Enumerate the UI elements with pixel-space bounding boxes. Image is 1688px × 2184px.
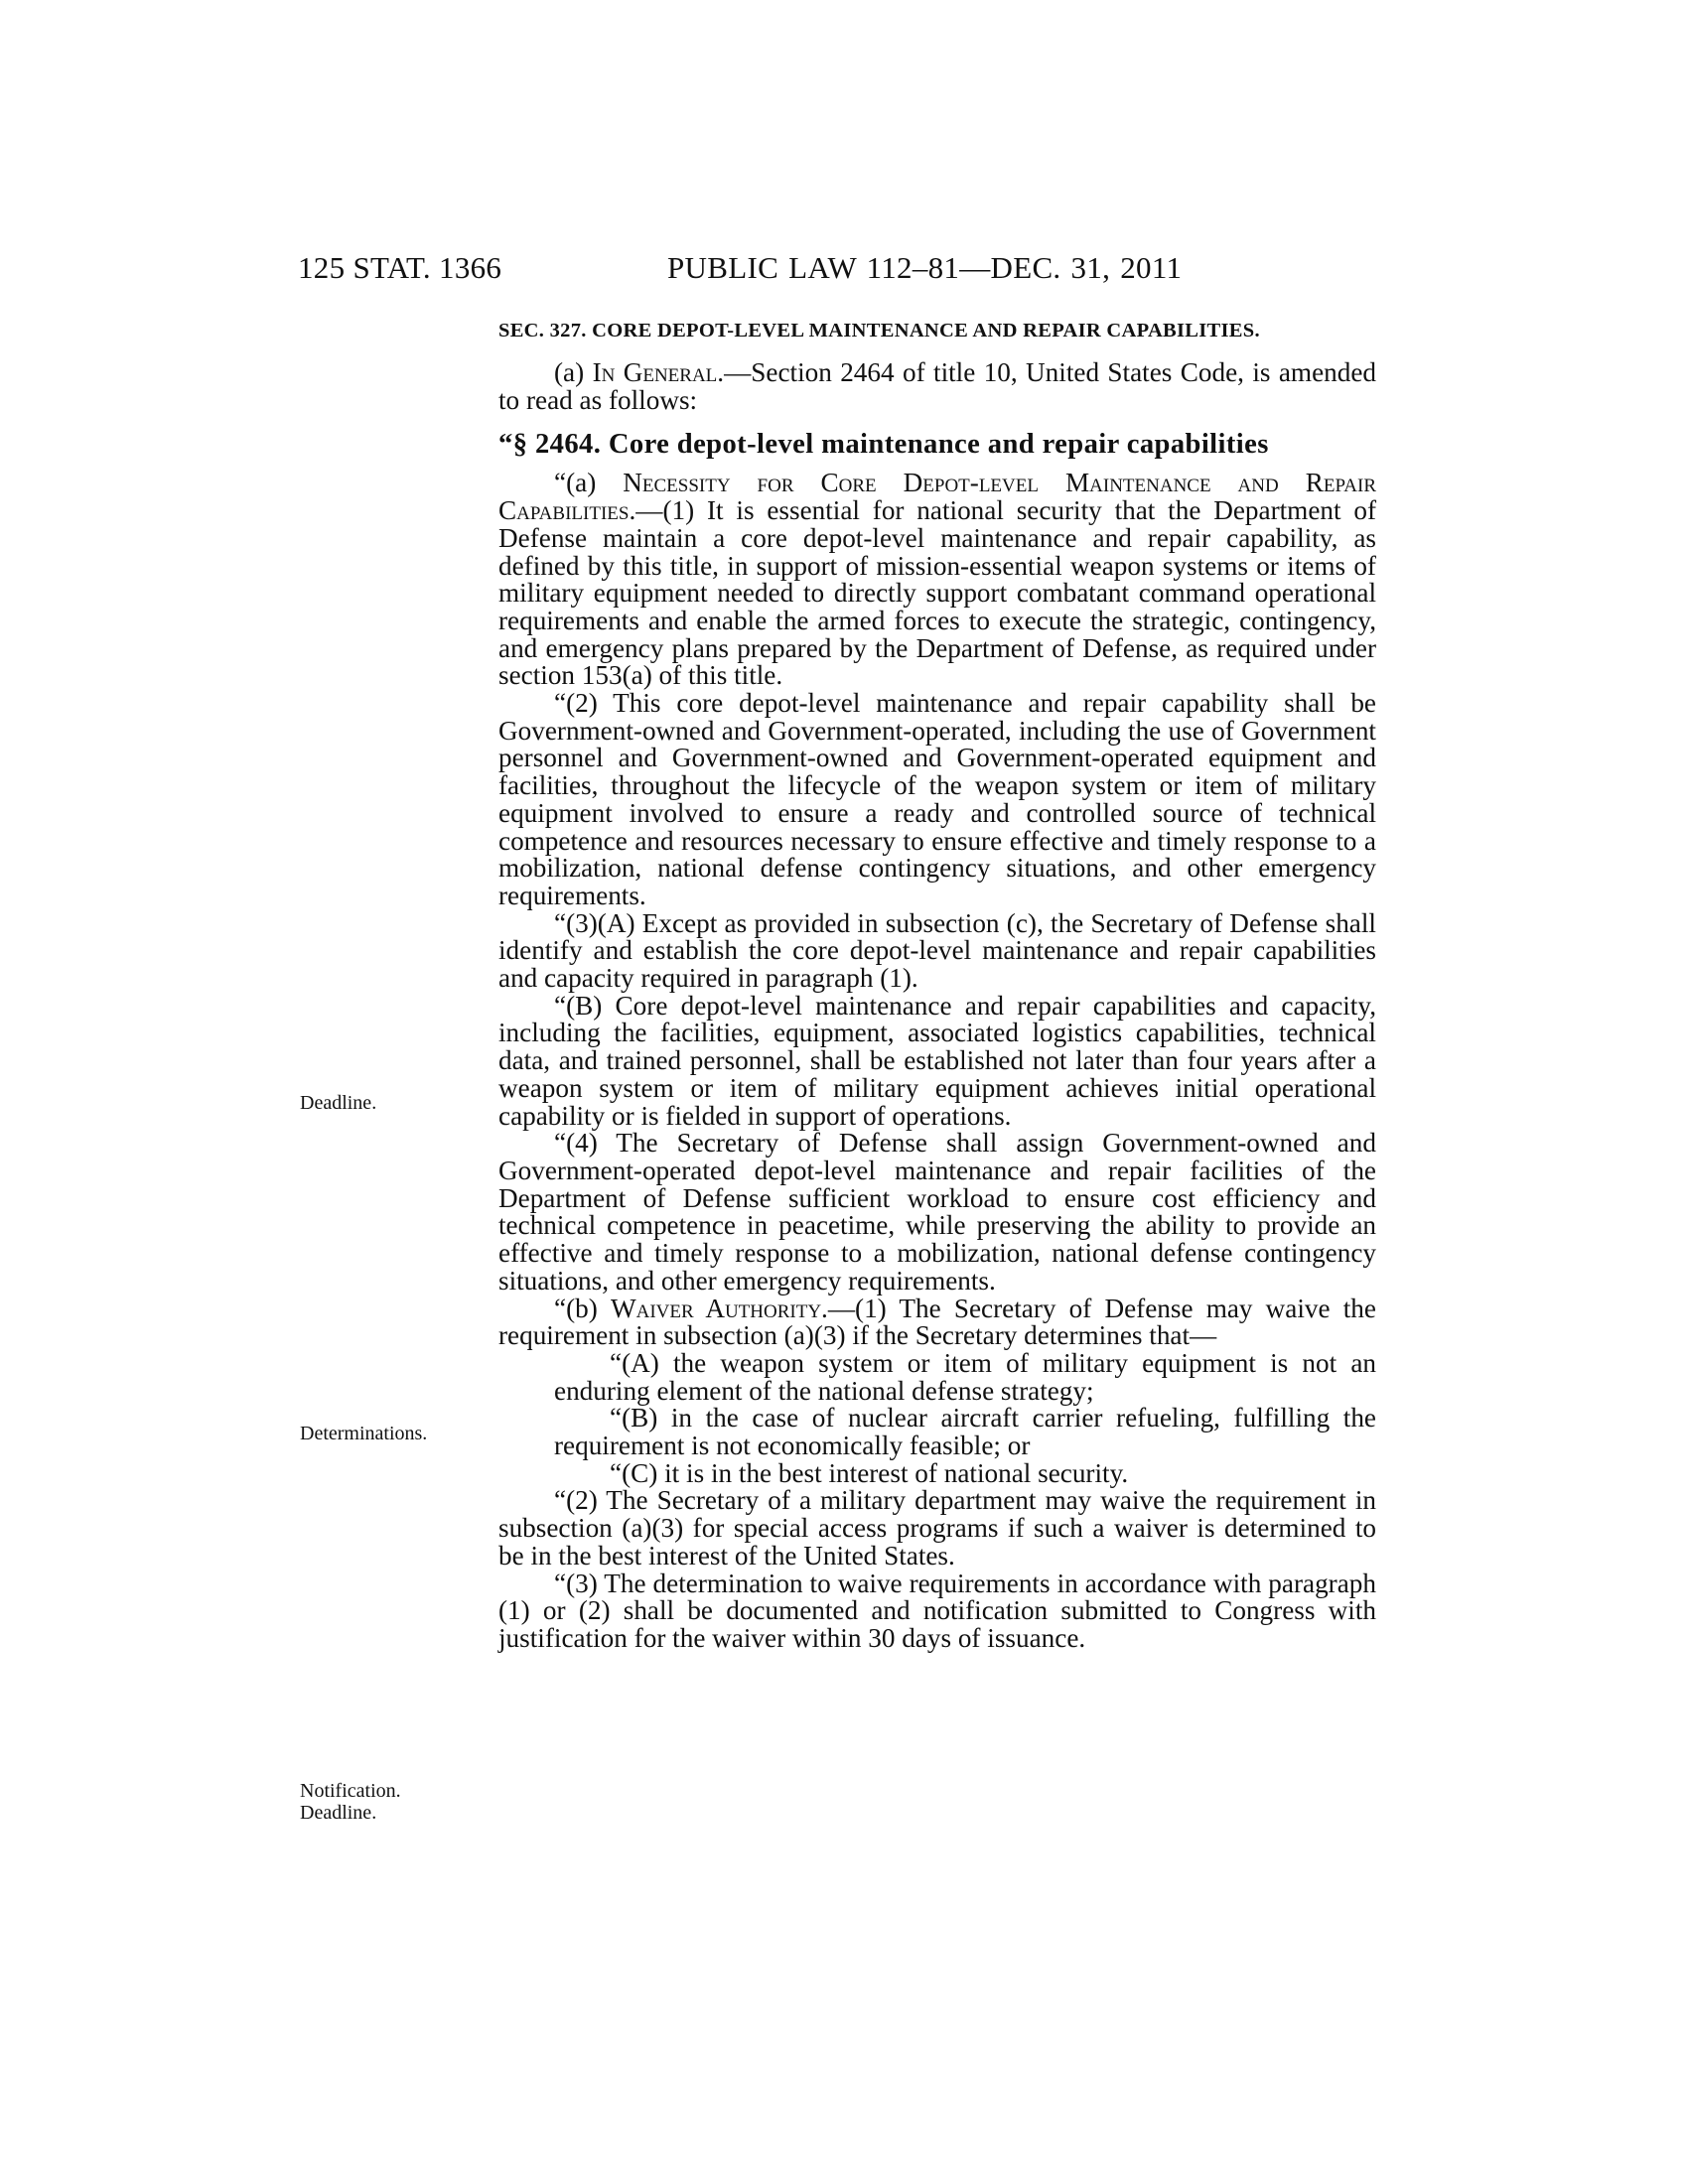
subsection-a-paragraph-4: “(4) The Secretary of Defense shall assign Government-owned and Government-operated depot-level maintenance and repair facilities of the Department of Defense sufficient workload to ensure cost efficiency and technical competence in peacetime, while preserving the ability to provide an effective and timely response to a mobilization, national defense contingency situations, and other emergency requirements.: [498, 1128, 1376, 1296]
intro-label: In General: [592, 357, 718, 387]
margin-note-deadline: Deadline.: [300, 1092, 377, 1114]
subsection-b-paragraph-3: “(3) The determination to waive requirements in accordance with paragraph (1) or (2) shall be documented and notification submitted to Congress with justification for the waiver within 30 days of issuance.: [498, 1568, 1376, 1653]
subsection-a-label: Necessity for Core Depot-level Maintenance and Repair Capabilities: [498, 468, 1377, 526]
subsection-a-paragraph-1: [498, 470, 1376, 690]
subsection-b-item-c: “(C) it is in the best interest of national security.: [610, 1457, 1129, 1488]
public-law-date: PUBLIC LAW 112–81—DEC. 31, 2011: [667, 250, 1183, 285]
subsection-b-text: .—(1) The Secretary of Defense may waive the requirement in subsection (a)(3) if the Secretary determines that—: [498, 1293, 1376, 1351]
subsection-a-paragraph-3a: “(3)(A) Except as provided in subsection (c), the Secretary of Defense shall identify and establish the core depot-level maintenance and repair capabilities and capacity required in paragraph (1).: [498, 907, 1376, 994]
subsection-a-text: .—(1) It is essential for national security that the Department of Defense maintain a core depot-level maintenance and repair capability, as defined by this title, in support of mission-essential weapon systems or items of military equipment needed to directly support combatant command operational requirements and enable the armed forces to execute the strategic, contingency, and emergency plans prepared by the Department of Defense, as required under section 153(a) of this title.: [498, 495, 1376, 691]
running-head: [298, 250, 1370, 290]
subsection-b-paragraph-2: “(2) The Secretary of a military department may waive the requirement in subsection (a)(3) for special access programs if such a waiver is determined to be in the best interest of the United States.: [498, 1485, 1376, 1570]
subsection-a-prefix: “(a): [554, 468, 624, 498]
subsection-a-paragraph-2: “(2) This core depot-level maintenance and repair capability shall be Government-owned and Government-operated, including the use of Government personnel and Government-owned and Government-operated equipment and facilities, throughout the lifecycle of the weapon system or item of military equipment involved to ensure a ready and controlled source of technical competence and resources necessary to ensure effective and timely response to a mobilization, national defense contingency situations, and other emergency requirements.: [498, 688, 1376, 910]
subsection-b-item-a: “(A) the weapon system or item of military equipment is not an enduring element of the national defense strategy;: [554, 1347, 1376, 1406]
body-text: [498, 318, 1376, 1653]
margin-note-notification: Notification.: [300, 1780, 401, 1802]
subsection-a-paragraph-3b: “(B) Core depot-level maintenance and repair capabilities and capacity, including the facilities, equipment, associated logistics capabilities, technical data, and trained personnel, shall be established not later than four years after a weapon system or item of military equipment achieves initial operational capability or is fielded in support of operations.: [498, 990, 1376, 1131]
subsection-b-paragraph-1: [498, 1293, 1376, 1351]
section-heading: SEC. 327. CORE DEPOT-LEVEL MAINTENANCE AND REPAIR CAPABILITIES.: [498, 320, 1260, 341]
subsection-b-label: Waiver Authority: [610, 1293, 822, 1323]
intro-text: .—Section 2464 of title 10, United States Code, is amended to read as follows:: [498, 357, 1376, 415]
subsection-b-item-b: “(B) in the case of nuclear aircraft carrier refueling, fulfilling the requirement is not economically feasible; or: [554, 1403, 1376, 1461]
margin-note-determinations: Determinations.: [300, 1423, 428, 1444]
intro-paragraph: [498, 359, 1376, 414]
subsection-b-prefix: “(b): [554, 1293, 611, 1323]
code-section-heading: “§ 2464. Core depot-level maintenance and repair capabilities: [498, 429, 1269, 461]
statute-reference: 125 STAT. 1366: [298, 250, 502, 285]
margin-note-deadline: Deadline.: [300, 1802, 377, 1824]
intro-prefix: (a): [554, 357, 593, 387]
